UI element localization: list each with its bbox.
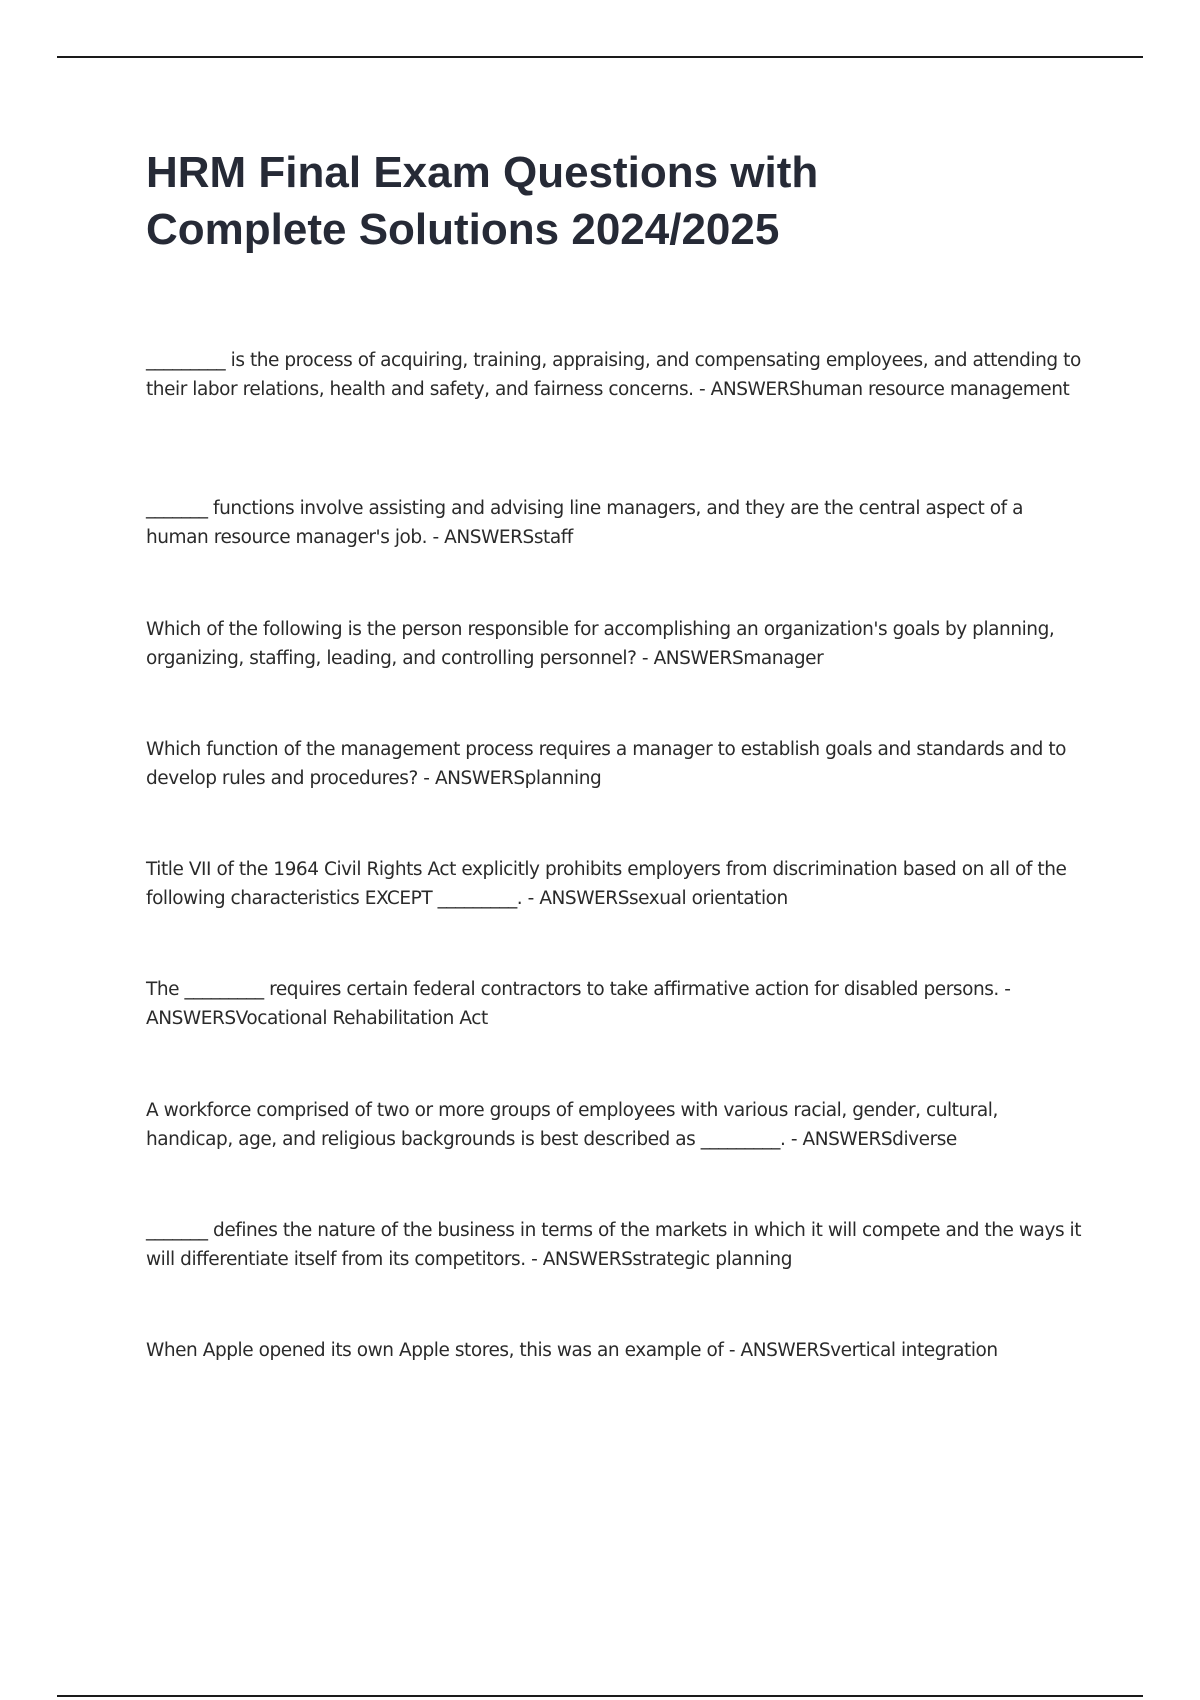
question-item-8: _______ defines the nature of the business in terms of the markets in which it will compete and the ways it will differentiate itself from its competitors. - ANSWERSstrategic planning (146, 1220, 1082, 1270)
question-item-3: Which of the following is the person responsible for accomplishing an organization's goals by planning, organizing, staffing, leading, and controlling personnel? - ANSWERSmanager (146, 619, 1055, 669)
title-line-1: HRM Final Exam Questions with (146, 148, 819, 197)
title-line-2: Complete Solutions 2024/2025 (146, 205, 780, 254)
question-item-4: Which function of the management process requires a manager to establish goals and standards and to develop rules and procedures? - ANSWERSplanning (146, 739, 1067, 789)
question-item-1: _________ is the process of acquiring, training, appraising, and compensating employees, and attending to their labor relations, health and safety, and fairness concerns. - ANSWERShuman resource management (146, 350, 1081, 400)
bottom-rule (57, 1695, 1143, 1697)
question-item-7: A workforce comprised of two or more groups of employees with various racial, gender, cultural, handicap, age, and religious backgrounds is best described as _________. - ANSWERSdiverse (146, 1100, 998, 1150)
document-title (146, 144, 1106, 258)
question-item-9: When Apple opened its own Apple stores, this was an example of - ANSWERSvertical integration (146, 1340, 998, 1361)
top-rule (57, 56, 1143, 58)
question-item-2: _______ functions involve assisting and advising line managers, and they are the central aspect of a human resource manager's job. - ANSWERSstaff (146, 498, 1024, 548)
question-item-5: Title VII of the 1964 Civil Rights Act explicitly prohibits employers from discrimination based on all of the following characteristics EXCEPT _________. - ANSWERSsexual orientation (146, 859, 1067, 909)
question-item-6: The _________ requires certain federal contractors to take affirmative action for disabled persons. - ANSWERSVocational Rehabilitation Act (146, 979, 1011, 1029)
